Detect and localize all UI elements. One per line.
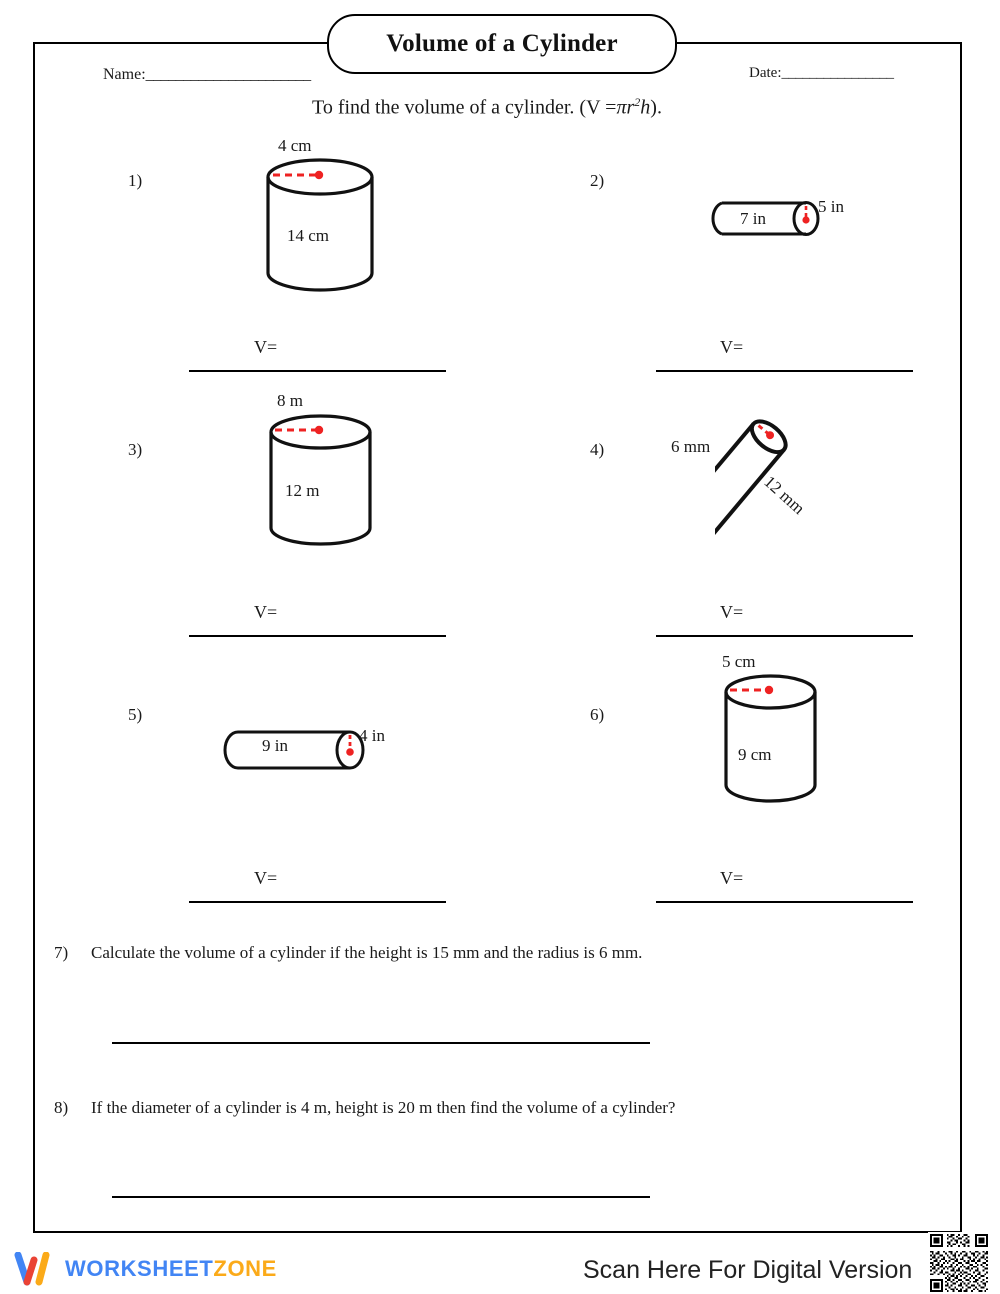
page-title [327,14,677,74]
page-title-text: Volume of a Cylinder [386,30,618,57]
problem-number-1: 1) [128,171,143,190]
worksheet-zone-logo[interactable] [14,1252,277,1286]
problem-number-5: 5) [128,705,143,724]
pi-symbol: π [616,96,627,119]
scan-here-text: Scan Here For Digital Version [583,1256,913,1284]
problem-number-6: 6) [590,705,605,724]
exponent-two: 2 [634,95,641,109]
instruction-suffix: ). [650,96,662,119]
problem-4-length-label: 12 mm [760,472,809,519]
problem-number-2: 2) [590,171,605,190]
problem-6-answer-label: V= [720,868,744,888]
date-blank[interactable]: ________________ [781,65,894,81]
problem-7-text: Calculate the volume of a cylinder if the height is 15 mm and the radius is 6 mm. [91,943,643,962]
problem-number-4: 4) [590,440,605,459]
problem-number-3: 3) [128,440,143,459]
problem-2-radius-label: 5 in [818,197,844,216]
problem-4-answer-line[interactable] [656,635,913,637]
problem-2-length-label: 7 in [740,209,766,228]
problem-3-radius-label: 8 m [277,391,303,410]
problem-3-height-label: 12 m [285,481,320,500]
problem-5-answer-label: V= [254,868,278,888]
problem-number-7: 7) [54,943,69,962]
date-field[interactable] [749,65,893,82]
problem-7-answer-line[interactable] [112,1042,650,1044]
problem-1-answer-label: V= [254,337,278,357]
name-blank[interactable]: ______________________ [145,66,311,83]
problem-8-text: If the diameter of a cylinder is 4 m, height is 20 m then find the volume of a cylinder? [91,1098,676,1117]
problem-3-answer-line[interactable] [189,635,446,637]
problem-4-answer-label: V= [720,602,744,622]
problem-2-answer-line[interactable] [656,370,913,372]
problem-5-length-label: 9 in [262,736,288,755]
name-label: Name: [103,66,146,83]
problem-3-answer-label: V= [254,602,278,622]
name-field[interactable] [103,66,311,84]
problem-6-cylinder [718,670,823,810]
problem-6-radius-label: 5 cm [722,652,756,671]
instruction-prefix: To find the volume of a cylinder. (V = [312,96,617,119]
radius-symbol: r [626,96,635,119]
problem-5-answer-line[interactable] [189,901,446,903]
problem-1-radius-label: 4 cm [278,136,312,155]
logo-text-worksheet: WORKSHEET [65,1256,214,1281]
page-border [33,42,962,1233]
problem-6-height-label: 9 cm [738,745,772,764]
problem-1-answer-line[interactable] [189,370,446,372]
qr-code[interactable] [928,1232,990,1294]
problem-6-answer-line[interactable] [656,901,913,903]
problem-5-cylinder [222,724,367,774]
problem-4-radius-label: 6 mm [671,437,711,456]
logo-text-zone: ZONE [213,1256,277,1281]
w-logo-icon [14,1252,56,1286]
problem-number-8: 8) [54,1098,69,1117]
problem-5-radius-label: 4 in [359,726,385,745]
problem-8-answer-line[interactable] [112,1196,650,1198]
instruction-formula [312,95,662,120]
problem-2-answer-label: V= [720,337,744,357]
date-label: Date: [749,65,782,81]
problem-3-cylinder [263,410,378,555]
height-symbol: h [640,96,651,119]
problem-1-height-label: 14 cm [287,226,330,245]
